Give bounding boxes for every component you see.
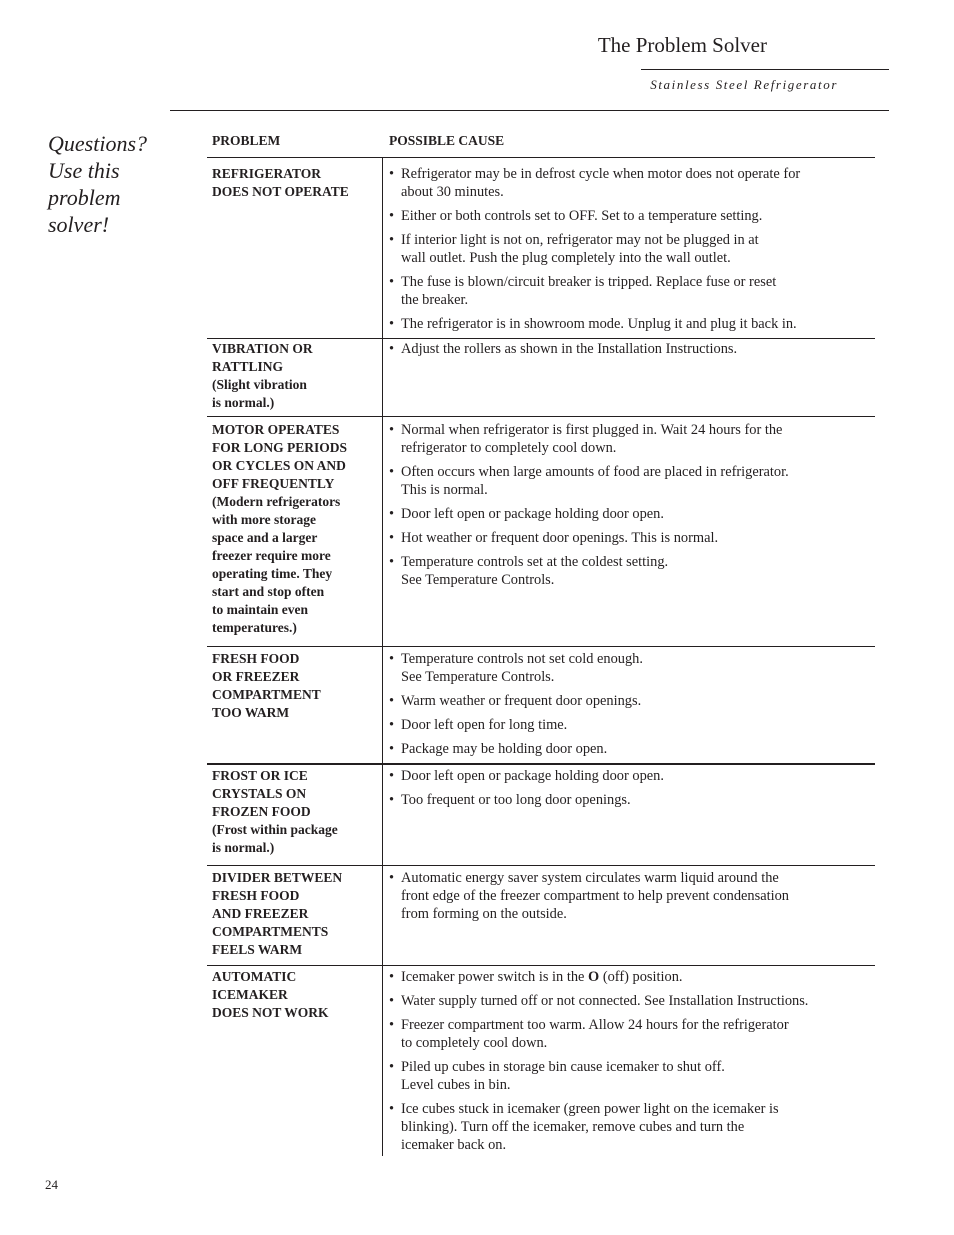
cause-cell xyxy=(383,417,875,646)
cause-item: • Temperature controls set at the coldest setting. See Temperature Controls. xyxy=(389,553,875,589)
problem-text: OR CYCLES ON AND xyxy=(212,458,346,473)
cause-item: • Piled up cubes in storage bin cause icemaker to shut off. Level cubes in bin. xyxy=(389,1058,875,1094)
cause-text: from forming on the outside. xyxy=(401,906,567,922)
problem-text: COMPARTMENTS xyxy=(212,924,329,939)
problem-text: temperatures.) xyxy=(212,620,297,635)
page-number: 24 xyxy=(45,1177,58,1192)
problem-text: AND FREEZER xyxy=(212,906,309,921)
table-header xyxy=(207,131,875,157)
cause-item: • Too frequent or too long door openings. xyxy=(389,791,875,809)
cause-text: This is normal. xyxy=(401,482,488,498)
cause-item: • Refrigerator may be in defrost cycle when motor does not operate for about 30 minutes. xyxy=(389,165,875,201)
problem-text: (Modern refrigerators xyxy=(212,494,341,509)
problem-text: DOES NOT OPERATE xyxy=(212,184,349,199)
problem-cell xyxy=(207,339,383,416)
cause-cell xyxy=(383,765,875,865)
column-header-problem: PROBLEM xyxy=(212,133,281,148)
problem-text: is normal.) xyxy=(212,840,275,855)
problem-text: start and stop often xyxy=(212,584,325,599)
page-subtitle: Stainless Steel Refrigerator xyxy=(650,77,838,92)
cause-text: refrigerator to completely cool down. xyxy=(401,440,617,456)
header-divider-short xyxy=(641,69,889,70)
problem-text: FOR LONG PERIODS xyxy=(212,440,348,455)
cause-text: Level cubes in bin. xyxy=(401,1077,511,1093)
cause-text: Either or both controls set to OFF. Set to a temperature setting. xyxy=(401,208,763,224)
problem-text: DIVIDER BETWEEN xyxy=(212,870,343,885)
cause-text: Refrigerator may be in defrost cycle when motor does not operate for xyxy=(401,166,801,182)
problem-text: operating time. They xyxy=(212,566,333,581)
cause-item: • Door left open for long time. xyxy=(389,716,875,734)
sidebar-line: solver! xyxy=(48,212,110,237)
cause-text: icemaker back on. xyxy=(401,1137,507,1153)
problem-text: OR FREEZER xyxy=(212,669,300,684)
cause-text: Normal when refrigerator is first plugged in. Wait 24 hours for the xyxy=(401,422,783,438)
problem-text: space and a larger xyxy=(212,530,318,545)
table-row xyxy=(207,646,875,763)
cause-item: • Adjust the rollers as shown in the Installation Instructions. xyxy=(389,340,875,358)
cause-text: Warm weather or frequent door openings. xyxy=(401,693,642,709)
cause-cell xyxy=(383,966,875,1156)
cause-text: The refrigerator is in showroom mode. Unplug it and plug it back in. xyxy=(401,316,797,332)
cause-item: • Normal when refrigerator is first plugged in. Wait 24 hours for the refrigerator to completely cool down. xyxy=(389,421,875,457)
cause-item: • The refrigerator is in showroom mode. Unplug it and plug it back in. xyxy=(389,315,875,333)
cause-item: • Warm weather or frequent door openings. xyxy=(389,692,875,710)
cause-cell xyxy=(383,158,875,338)
problem-text: FROST OR ICE xyxy=(212,768,308,783)
problem-solver-table xyxy=(207,131,875,1156)
cause-text: Adjust the rollers as shown in the Installation Instructions. xyxy=(401,341,738,357)
problem-text: (Slight vibration xyxy=(212,377,307,392)
problem-cell xyxy=(207,647,383,763)
cause-item: • Door left open or package holding door open. xyxy=(389,505,875,523)
cause-cell xyxy=(383,866,875,965)
table-row xyxy=(207,965,875,1156)
column-header-cause: POSSIBLE CAUSE xyxy=(389,133,505,148)
problem-cell xyxy=(207,866,383,965)
cause-text-part: (off) position. xyxy=(599,969,683,985)
problem-text: MOTOR OPERATES xyxy=(212,422,340,437)
problem-text: FEELS WARM xyxy=(212,942,303,957)
page-title: The Problem Solver xyxy=(597,33,767,57)
cause-text: wall outlet. Push the plug completely into the wall outlet. xyxy=(401,250,731,266)
cause-item: • Either or both controls set to OFF. Set to a temperature setting. xyxy=(389,207,875,225)
cause-text: The fuse is blown/circuit breaker is tripped. Replace fuse or reset xyxy=(401,274,777,290)
cause-text: about 30 minutes. xyxy=(401,184,504,200)
problem-text: FRESH FOOD xyxy=(212,651,300,666)
cause-text: Temperature controls not set cold enough. xyxy=(401,651,643,667)
problem-text: DOES NOT WORK xyxy=(212,1005,329,1020)
cause-text: Hot weather or frequent door openings. This is normal. xyxy=(401,530,719,546)
problem-text: RATTLING xyxy=(212,359,284,374)
cause-text: Package may be holding door open. xyxy=(401,741,608,757)
cause-text: If interior light is not on, refrigerator may not be plugged in at xyxy=(401,232,759,248)
cause-text: the breaker. xyxy=(401,292,469,308)
cause-text-part: Icemaker power switch is in the xyxy=(401,969,589,985)
cause-text xyxy=(401,968,875,986)
sidebar-line: problem xyxy=(48,185,121,210)
problem-text: with more storage xyxy=(212,512,316,527)
cause-text: Piled up cubes in storage bin cause icemaker to shut off. xyxy=(401,1059,725,1075)
problem-text: (Frost within package xyxy=(212,822,338,837)
cause-cell xyxy=(383,339,875,416)
cause-text: to completely cool down. xyxy=(401,1035,548,1051)
problem-text: TOO WARM xyxy=(212,705,290,720)
problem-text: FRESH FOOD xyxy=(212,888,300,903)
table-row xyxy=(207,763,875,865)
problem-text: OFF FREQUENTLY xyxy=(212,476,335,491)
cause-item: • Automatic energy saver system circulates warm liquid around the front edge of the freezer compartment to help prevent condensation from forming on the outside. xyxy=(389,869,875,923)
cause-item: • If interior light is not on, refrigerator may not be plugged in at wall outlet. Push the plug completely into the wall outlet. xyxy=(389,231,875,267)
problem-text: is normal.) xyxy=(212,395,275,410)
problem-text: to maintain even xyxy=(212,602,308,617)
table-row xyxy=(207,157,875,338)
cause-text: front edge of the freezer compartment to help prevent condensation xyxy=(401,888,789,904)
problem-text: freezer require more xyxy=(212,548,331,563)
cause-cell xyxy=(383,647,875,763)
cause-text: Too frequent or too long door openings. xyxy=(401,792,631,808)
cause-text: Ice cubes stuck in icemaker (green power light on the icemaker is xyxy=(401,1101,779,1117)
cause-text: Water supply turned off or not connected. See Installation Instructions. xyxy=(401,993,809,1009)
cause-text: See Temperature Controls. xyxy=(401,572,555,588)
problem-text: REFRIGERATOR xyxy=(212,166,322,181)
cause-item: • Temperature controls not set cold enough. See Temperature Controls. xyxy=(389,650,875,686)
cause-item: • Icemaker power switch is in the O (off) position. xyxy=(389,968,875,986)
problem-text: CRYSTALS ON xyxy=(212,786,307,801)
cause-text: Door left open or package holding door open. xyxy=(401,506,664,522)
cause-text: See Temperature Controls. xyxy=(401,669,555,685)
cause-item: • Water supply turned off or not connected. See Installation Instructions. xyxy=(389,992,875,1010)
cause-item: • Package may be holding door open. xyxy=(389,740,875,758)
cause-item: • Often occurs when large amounts of food are placed in refrigerator. This is normal. xyxy=(389,463,875,499)
cause-text-bold: O xyxy=(588,969,600,985)
problem-text: COMPARTMENT xyxy=(212,687,321,702)
header-divider xyxy=(170,110,889,111)
sidebar-line: Questions? xyxy=(48,131,147,156)
cause-item: • The fuse is blown/circuit breaker is tripped. Replace fuse or reset the breaker. xyxy=(389,273,875,309)
cause-item: • Hot weather or frequent door openings. This is normal. xyxy=(389,529,875,547)
cause-item: • Freezer compartment too warm. Allow 24 hours for the refrigerator to completely cool down. xyxy=(389,1016,875,1052)
cause-item: • Ice cubes stuck in icemaker (green power light on the icemaker is blinking). Turn off the icemaker, remove cubes and turn the icemaker back on. xyxy=(389,1100,875,1154)
sidebar-line: Use this xyxy=(48,158,120,183)
problem-text: ICEMAKER xyxy=(212,987,288,1002)
problem-text: AUTOMATIC xyxy=(212,969,297,984)
table-row xyxy=(207,416,875,646)
table-row xyxy=(207,338,875,416)
problem-cell xyxy=(207,765,383,865)
problem-cell xyxy=(207,417,383,646)
cause-item: • Door left open or package holding door open. xyxy=(389,767,875,785)
cause-text: Freezer compartment too warm. Allow 24 hours for the refrigerator xyxy=(401,1017,789,1033)
cause-text: Often occurs when large amounts of food are placed in refrigerator. xyxy=(401,464,789,480)
problem-text: VIBRATION OR xyxy=(212,341,313,356)
problem-cell xyxy=(207,158,383,338)
table-row xyxy=(207,865,875,965)
cause-text: Temperature controls set at the coldest setting. xyxy=(401,554,669,570)
cause-text: Door left open or package holding door open. xyxy=(401,768,664,784)
problem-text: FROZEN FOOD xyxy=(212,804,311,819)
problem-cell xyxy=(207,966,383,1156)
cause-text: Automatic energy saver system circulates warm liquid around the xyxy=(401,870,779,886)
cause-text: Door left open for long time. xyxy=(401,717,568,733)
sidebar-questions xyxy=(48,130,178,238)
cause-text: blinking). Turn off the icemaker, remove cubes and turn the xyxy=(401,1119,745,1135)
